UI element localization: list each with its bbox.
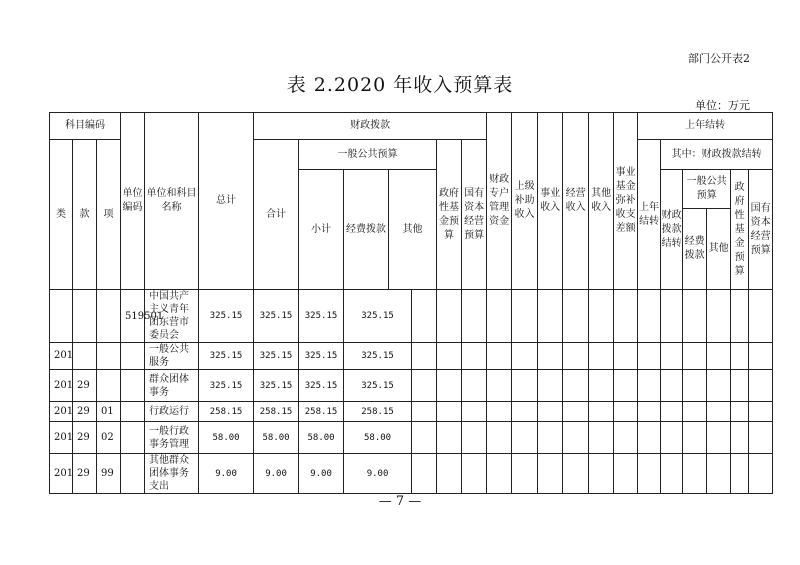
row-name: 群众团体事务 xyxy=(145,370,199,402)
empty-cell xyxy=(412,422,437,454)
row-kuan: 29 xyxy=(73,454,97,494)
empty-cell xyxy=(462,454,487,494)
empty-cell xyxy=(661,422,683,454)
empty-cell xyxy=(707,402,731,422)
empty-cell xyxy=(512,370,538,402)
business-fund-gap-header: 事业基金弥补收支差额 xyxy=(614,113,638,290)
empty-cell xyxy=(614,290,638,343)
empty-cell xyxy=(638,370,661,402)
empty-cell xyxy=(731,402,749,422)
empty-cell xyxy=(512,454,538,494)
row-unit-code xyxy=(121,454,145,494)
row-xiang: 99 xyxy=(97,454,121,494)
lei-header: 类 xyxy=(50,140,73,290)
empty-cell xyxy=(683,370,707,402)
empty-cell xyxy=(661,402,683,422)
empty-cell xyxy=(638,402,661,422)
row-lei: 201 xyxy=(50,422,73,454)
empty-cell xyxy=(638,422,661,454)
carryover-self-header: 上年结转 xyxy=(638,140,661,290)
empty-cell xyxy=(563,422,589,454)
gb-subtotal-header: 小计 xyxy=(299,170,344,290)
row-gb-expense: 258.15 xyxy=(344,402,412,422)
state-capital-header: 国有资本经营预算 xyxy=(462,140,487,290)
empty-cell xyxy=(589,370,614,402)
empty-cell xyxy=(538,454,563,494)
empty-cell xyxy=(412,454,437,494)
empty-cell xyxy=(538,370,563,402)
empty-cell xyxy=(683,343,707,370)
empty-cell xyxy=(538,343,563,370)
general-budget-header: 一般公共预算 xyxy=(299,140,437,170)
business-income-header: 事业收入 xyxy=(538,113,563,290)
empty-cell xyxy=(614,402,638,422)
empty-cell xyxy=(749,370,773,402)
unit-label: 单位：万元 xyxy=(695,99,750,112)
empty-cell xyxy=(437,402,462,422)
co-gov-fund-header: 政府性基金预算 xyxy=(731,170,749,290)
empty-cell xyxy=(731,422,749,454)
row-total: 58.00 xyxy=(199,422,254,454)
carryover-header: 上年结转 xyxy=(638,113,773,140)
row-name: 中国共产主义青年团东营市委员会 xyxy=(145,290,199,343)
empty-cell xyxy=(661,343,683,370)
unit-code-header: 单位编码 xyxy=(121,113,145,290)
empty-cell xyxy=(589,402,614,422)
empty-cell xyxy=(512,343,538,370)
empty-cell xyxy=(538,290,563,343)
row-name: 其他群众团体事务支出 xyxy=(145,454,199,494)
gb-other-header: 其他 xyxy=(389,170,437,290)
row-gb-subtotal: 325.15 xyxy=(299,290,344,343)
empty-cell xyxy=(412,290,437,343)
empty-cell xyxy=(589,454,614,494)
empty-cell xyxy=(512,422,538,454)
row-fiscal-sum: 325.15 xyxy=(254,290,299,343)
co-state-capital-header: 国有资本经营预算 xyxy=(749,170,773,290)
empty-cell xyxy=(589,343,614,370)
empty-cell xyxy=(462,343,487,370)
row-fiscal-sum: 9.00 xyxy=(254,454,299,494)
empty-cell xyxy=(462,402,487,422)
empty-cell xyxy=(412,370,437,402)
empty-cell xyxy=(563,290,589,343)
row-kuan xyxy=(73,290,97,343)
row-lei xyxy=(50,290,73,343)
gov-fund-header: 政府性基金预算 xyxy=(437,140,462,290)
row-fiscal-sum: 325.15 xyxy=(254,370,299,402)
empty-cell xyxy=(512,402,538,422)
row-lei: 201 xyxy=(50,402,73,422)
page-number: — 7 — xyxy=(378,494,422,509)
row-unit-code xyxy=(121,343,145,370)
row-kuan xyxy=(73,343,97,370)
empty-cell xyxy=(538,422,563,454)
co-expense-header: 经费拨款 xyxy=(683,209,707,290)
empty-cell xyxy=(731,370,749,402)
operating-income-header: 经营收入 xyxy=(563,113,589,290)
empty-cell xyxy=(563,454,589,494)
co-fiscal-header: 财政拨款结转 xyxy=(661,170,683,290)
empty-cell xyxy=(462,422,487,454)
empty-cell xyxy=(749,402,773,422)
table-row xyxy=(50,370,773,402)
empty-cell xyxy=(437,454,462,494)
fiscal-header: 财政拨款 xyxy=(254,113,487,140)
unit-name-header: 单位和科目名称 xyxy=(145,113,199,290)
empty-cell xyxy=(563,370,589,402)
empty-cell xyxy=(462,370,487,402)
other-income-header: 其他收入 xyxy=(589,113,614,290)
row-unit-code xyxy=(121,370,145,402)
empty-cell xyxy=(707,343,731,370)
empty-cell xyxy=(487,370,512,402)
empty-cell xyxy=(412,402,437,422)
row-fiscal-sum: 58.00 xyxy=(254,422,299,454)
empty-cell xyxy=(749,422,773,454)
row-total: 325.15 xyxy=(199,343,254,370)
empty-cell xyxy=(563,343,589,370)
co-other-header: 其他 xyxy=(707,209,731,290)
row-xiang: 02 xyxy=(97,422,121,454)
row-fiscal-sum: 325.15 xyxy=(254,343,299,370)
row-unit-code xyxy=(121,422,145,454)
fiscal-sum-header: 合计 xyxy=(254,140,299,290)
empty-cell xyxy=(437,290,462,343)
table-row xyxy=(50,422,773,454)
row-xiang xyxy=(97,290,121,343)
empty-cell xyxy=(707,370,731,402)
empty-cell xyxy=(707,290,731,343)
row-xiang xyxy=(97,370,121,402)
empty-cell xyxy=(661,370,683,402)
empty-cell xyxy=(538,402,563,422)
empty-cell xyxy=(589,422,614,454)
row-lei: 201 xyxy=(50,454,73,494)
empty-cell xyxy=(683,454,707,494)
row-total: 325.15 xyxy=(199,370,254,402)
superior-subsidy-header: 上级补助收入 xyxy=(512,113,538,290)
empty-cell xyxy=(638,290,661,343)
empty-cell xyxy=(563,402,589,422)
gb-expense-header: 经费拨款 xyxy=(344,170,389,290)
empty-cell xyxy=(731,454,749,494)
empty-cell xyxy=(614,454,638,494)
kuan-header: 款 xyxy=(73,140,97,290)
row-gb-expense: 58.00 xyxy=(344,422,412,454)
income-budget-table xyxy=(49,112,773,494)
empty-cell xyxy=(707,422,731,454)
empty-cell xyxy=(487,422,512,454)
row-gb-subtotal: 325.15 xyxy=(299,370,344,402)
row-gb-subtotal: 258.15 xyxy=(299,402,344,422)
empty-cell xyxy=(707,454,731,494)
row-fiscal-sum: 258.15 xyxy=(254,402,299,422)
row-name: 行政运行 xyxy=(145,402,199,422)
empty-cell xyxy=(638,454,661,494)
table-row xyxy=(50,290,773,343)
empty-cell xyxy=(683,402,707,422)
empty-cell xyxy=(731,343,749,370)
empty-cell xyxy=(462,290,487,343)
empty-cell xyxy=(487,454,512,494)
empty-cell xyxy=(589,290,614,343)
table-row xyxy=(50,454,773,494)
row-total: 9.00 xyxy=(199,454,254,494)
co-general-header: 一般公共预算 xyxy=(683,170,731,209)
table-row xyxy=(50,402,773,422)
empty-cell xyxy=(614,422,638,454)
table-tag: 部门公开表2 xyxy=(688,52,750,65)
empty-cell xyxy=(412,343,437,370)
empty-cell xyxy=(437,370,462,402)
row-xiang xyxy=(97,343,121,370)
subject-code-header: 科目编码 xyxy=(50,113,121,140)
row-lei: 201 xyxy=(50,343,73,370)
empty-cell xyxy=(731,290,749,343)
empty-cell xyxy=(661,454,683,494)
row-total: 325.15 xyxy=(199,290,254,343)
carryover-fiscal-header: 其中：财政拨款结转 xyxy=(661,140,773,170)
empty-cell xyxy=(487,402,512,422)
row-gb-expense: 325.15 xyxy=(344,370,412,402)
empty-cell xyxy=(614,343,638,370)
empty-cell xyxy=(437,343,462,370)
row-gb-expense: 9.00 xyxy=(344,454,412,494)
empty-cell xyxy=(749,343,773,370)
row-name: 一般公共服务 xyxy=(145,343,199,370)
special-fund-header: 财政专户管理资金 xyxy=(487,113,512,290)
empty-cell xyxy=(638,343,661,370)
row-gb-subtotal: 58.00 xyxy=(299,422,344,454)
table-row xyxy=(50,343,773,370)
empty-cell xyxy=(614,370,638,402)
row-unit-code: 519501 xyxy=(121,290,145,343)
total-header: 总计 xyxy=(199,113,254,290)
row-lei: 201 xyxy=(50,370,73,402)
row-gb-subtotal: 9.00 xyxy=(299,454,344,494)
empty-cell xyxy=(749,454,773,494)
empty-cell xyxy=(683,422,707,454)
row-kuan: 29 xyxy=(73,370,97,402)
empty-cell xyxy=(749,290,773,343)
empty-cell xyxy=(512,290,538,343)
page-title: 表 2.2020 年收入预算表 xyxy=(286,74,514,96)
row-kuan: 29 xyxy=(73,402,97,422)
row-total: 258.15 xyxy=(199,402,254,422)
row-gb-expense: 325.15 xyxy=(344,290,412,343)
row-unit-code xyxy=(121,402,145,422)
xiang-header: 项 xyxy=(97,140,121,290)
empty-cell xyxy=(661,290,683,343)
row-gb-subtotal: 325.15 xyxy=(299,343,344,370)
empty-cell xyxy=(437,422,462,454)
row-name: 一般行政事务管理 xyxy=(145,422,199,454)
empty-cell xyxy=(487,290,512,343)
empty-cell xyxy=(487,343,512,370)
row-xiang: 01 xyxy=(97,402,121,422)
row-gb-expense: 325.15 xyxy=(344,343,412,370)
empty-cell xyxy=(683,290,707,343)
row-kuan: 29 xyxy=(73,422,97,454)
